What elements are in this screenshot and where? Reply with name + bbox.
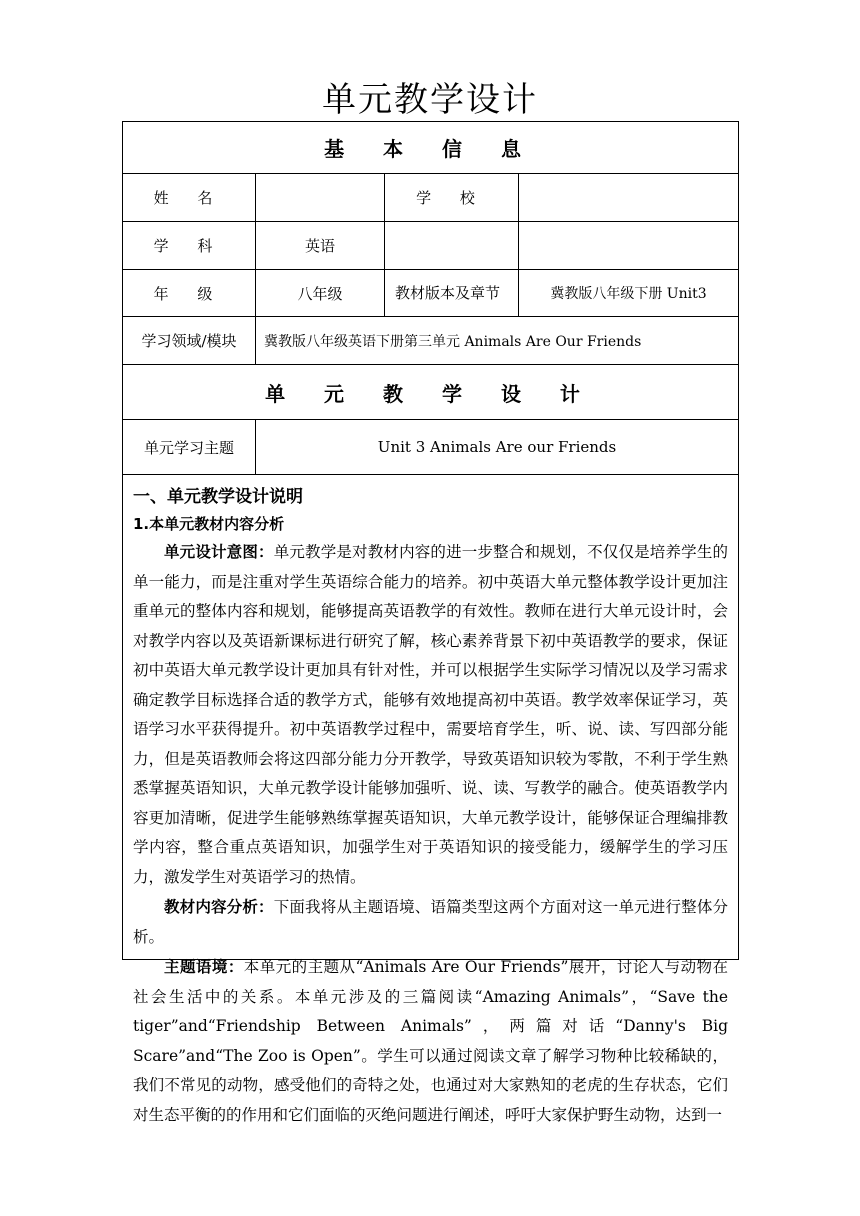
textbook-value: 冀教版八年级下册 Unit3 — [519, 270, 739, 317]
unit-info-table — [122, 121, 739, 1124]
unit-design-header — [123, 365, 739, 420]
theme-value: Unit 3 Animals Are our Friends — [256, 420, 739, 475]
grade-value: 八年级 — [256, 270, 385, 317]
school-value — [519, 174, 739, 222]
design-intent-label: 单元设计意图： — [164, 542, 274, 561]
unit-design-header-text: 单 元 教 学 设 计 — [265, 381, 596, 406]
content-analysis-label: 教材内容分析： — [164, 897, 274, 916]
content-analysis-text: 下面我将从主题语境、语篇类型这两个方面对这一单元进行整体分析。 — [133, 898, 728, 946]
design-notes — [133, 483, 729, 1124]
name-value — [256, 174, 385, 222]
subject-value: 英语 — [256, 222, 385, 270]
design-intent-text: 单元教学是对教材内容的进一步整合和规划，不仅仅是培养学生的单一能力，而是注重对学生英语综合能力的培养。初中英语大单元整体教学设计更加注重单元的整体内容和规划，能够提高英语教学的有效性。教师在进行大单元设计时，会对教学内容以及英语新课标进行研究了解，核心素养背景下初中英语教学的要求，保证初中英语大单元教学设计更加具有针对性，并可以根据学生实际学习情况以及学习需求确定教学目标选择合适的教学方式，能够有效地提高初中英语。教学效率保证学习，英语学习水平获得提升。初中英语教学过程中，需要培育学生，听、说、读、写四部分能力，但是英语教师会将这四部分能力分开教学，导致英语知识较为零散，不利于学生熟悉掌握英语知识，大单元教学设计能够加强听、说、读、写教学的融合。使英语教学内容更加清晰，促进学生能够熟练掌握英语知识，大单元教学设计，能够保证合理编排教学内容，整合重点英语知识，加强学生对于英语知识的接受能力，缓解学生的学习压力，激发学生对英语学习的热情。 — [133, 543, 729, 886]
school-label — [385, 174, 519, 222]
theme-context-paragraph — [133, 952, 728, 1130]
extra-value — [519, 222, 739, 270]
theme-context-label: 主题语境： — [164, 957, 244, 976]
grade-label-text: 年 级 — [153, 284, 225, 303]
content-analysis-paragraph — [133, 892, 728, 952]
design-intent-paragraph — [133, 537, 728, 892]
name-label-text: 姓 名 — [153, 189, 225, 207]
theme-label: 单元学习主题 — [123, 420, 256, 475]
subject-label-text: 学 科 — [153, 237, 225, 255]
section-heading: 一、单元教学设计说明 — [133, 487, 303, 507]
basic-info-header-text: 基 本 信 息 — [324, 137, 537, 161]
domain-value: 冀教版八年级英语下册第三单元 Animals Are Our Friends — [256, 317, 739, 365]
subject-label — [123, 222, 256, 270]
extra-label — [385, 222, 519, 270]
domain-label: 学习领域/模块 — [123, 317, 256, 365]
school-label-text: 学 校 — [416, 189, 487, 207]
subsection-heading: 1.本单元教材内容分析 — [133, 515, 285, 533]
textbook-label: 教材版本及章节 — [385, 270, 519, 317]
theme-context-text: 本单元的主题从“Animals Are Our Friends”展开，讨论人与动物在社会生活中的关系。本单元涉及的三篇阅读“Amazing Animals”，“Save the tiger”and“Friendship Between Animals”，两篇对话“Danny's Big Scare”and“The Zoo is Open”。学生可以通过阅读文章了解学习物种比较稀缺的，我们不常见的动物，感受他们的奇特之处，也通过对大家熟知的老虎的生存状态，它们对生态平衡的的作用和它们面临的灭绝问题进行阐述，呼吁大家保护野生动物，达到一 — [133, 958, 729, 1124]
grade-label — [123, 270, 256, 317]
document-title: 单元教学设计 — [322, 80, 538, 120]
basic-info-header — [123, 122, 739, 174]
design-notes-cell — [123, 475, 739, 1124]
name-label — [123, 174, 256, 222]
